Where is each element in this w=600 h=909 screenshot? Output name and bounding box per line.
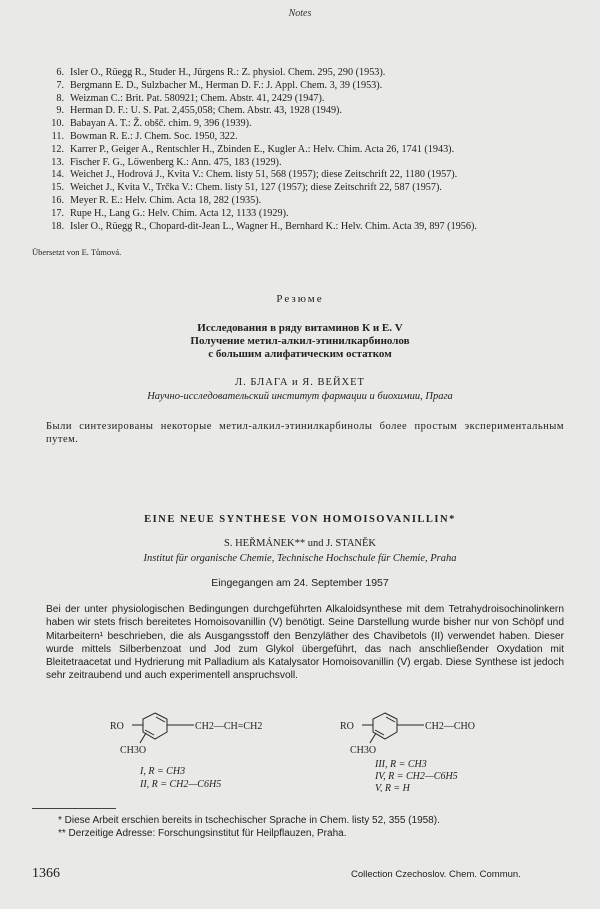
article-authors: S. HEŘMÁNEK** und J. STANĚK xyxy=(224,538,376,549)
reference-item xyxy=(46,131,566,144)
right-compound-label-1: III, R = CH3 xyxy=(375,759,427,770)
reference-item xyxy=(46,221,566,234)
reference-number: 14. xyxy=(51,169,64,181)
reference-text: Rupe H., Lang G.: Helv. Chim. Acta 12, 1133 (1929). xyxy=(70,207,289,219)
reference-text: Babayan A. T.: Ž. obšč. chim. 9, 396 (1939). xyxy=(70,118,252,130)
reference-text: Weichet J., Kvita V., Trčka V.: Chem. listy 51, 127 (1957); diese Zeitschrift 22, 587 (1957). xyxy=(70,182,442,194)
right-methoxy-label: CH3O xyxy=(350,745,377,756)
reference-number: 13. xyxy=(51,156,64,168)
reference-number: 8. xyxy=(56,92,64,104)
journal-name: Collection Czechoslov. Chem. Commun. xyxy=(351,869,521,880)
reference-item xyxy=(46,208,566,221)
benzene-ring xyxy=(373,713,397,739)
reference-item xyxy=(46,157,566,170)
reference-number: 11. xyxy=(51,130,64,142)
reference-item xyxy=(46,118,566,131)
right-compound-label-3: V, R = H xyxy=(375,783,410,792)
reference-item xyxy=(46,169,566,182)
footnote: * Diese Arbeit erschien bereits in tschechischer Sprache in Chem. listy 52, 355 (1958). xyxy=(58,815,440,826)
translator-note: Übersetzt von E. Tůmová. xyxy=(32,247,122,257)
russian-authors: Л. БЛАГА и Я. ВЕЙХЕТ xyxy=(235,377,365,388)
footnote: ** Derzeitige Adresse: Forschungsinstitut für Heilpflauzen, Praha. xyxy=(58,828,347,839)
reference-list xyxy=(46,67,566,233)
reference-item xyxy=(46,80,566,93)
reference-text: Herman D. F.: U. S. Pat. 2,455,058; Chem. Abstr. 43, 1928 (1949). xyxy=(70,105,342,117)
reference-item xyxy=(46,195,566,208)
right-compound-label-2: IV, R = CH2—C6H5 xyxy=(375,771,458,782)
russian-title-line: с большим алифатическим остатком xyxy=(208,348,392,360)
article-institute: Institut für organische Chemie, Technische Hochschule für Chemie, Praha xyxy=(143,553,457,564)
bond xyxy=(140,733,146,743)
left-side-chain: CH2—CH=CH2 xyxy=(195,721,263,732)
bond xyxy=(370,733,376,743)
reference-text: Bergmann E. D., Sulzbacher M., Herman D. F.: J. Appl. Chem. 3, 39 (1953). xyxy=(70,79,383,91)
reference-number: 16. xyxy=(51,194,64,206)
reference-text: Meyer R. E.: Helv. Chim. Acta 18, 282 (1935). xyxy=(70,194,262,206)
footnote-divider xyxy=(32,808,116,809)
reference-item xyxy=(46,105,566,118)
reference-text: Isler O., Rüegg R., Chopard-dit-Jean L., Wagner H., Bernhard K.: Helv. Chim. Acta 39, 897 (1956). xyxy=(70,220,477,232)
structure-left xyxy=(110,713,262,790)
reference-number: 9. xyxy=(56,105,64,117)
reference-text: Bowman R. E.: J. Chem. Soc. 1950, 322. xyxy=(70,130,238,142)
article-abstract: Bei der unter physiologischen Bedingungen durchgeführten Alkaloidsynthese mit dem Tetrahydroisochinolinkern haben wir stets frisch bereitetes Homoisovanillin (V) benötigt. Seine Darstellung wurde bisher nur von Schöpf und Mitarbeitern¹ beschrieben, die als Ausgangsstoff den Benzyläther des Chavibetols (II) verwendet haben. Dieser wurde mittels Silberbenzoat und Jod zum Glykol übergeführt, das nach anschließender Oxydation mit Bleitetraacetat und Hydrierung mit Palladium als Katalysator Homoisovanillin (V) ergab. Diese Synthese ist jedoch sehr zeitraubend und auch experimentell anspruchsvoll. xyxy=(46,604,564,682)
left-compound-label-1: I, R = CH3 xyxy=(140,766,186,777)
reference-number: 17. xyxy=(51,207,64,219)
russian-institute: Научно-исследовательский институт фармации и биохимии, Прага xyxy=(147,391,453,402)
reference-number: 7. xyxy=(56,79,64,91)
reference-number: 15. xyxy=(51,182,64,194)
russian-title-line: Получение метил-алкил-этинилкарбинолов xyxy=(190,335,410,347)
russian-summary-title xyxy=(0,322,600,361)
left-methoxy-label: CH3O xyxy=(120,745,147,756)
article-title: EINE NEUE SYNTHESE VON HOMOISOVANILLIN* xyxy=(144,514,456,525)
russian-summary-heading: Резюме xyxy=(276,293,324,305)
reference-number: 10. xyxy=(51,118,64,130)
reference-item xyxy=(46,93,566,106)
reference-item xyxy=(46,182,566,195)
reference-item xyxy=(46,67,566,80)
reference-text: Fischer F. G., Löwenberg K.: Ann. 475, 183 (1929). xyxy=(70,156,282,168)
right-side-chain: CH2—CHO xyxy=(425,721,476,732)
russian-summary-body: Были синтезированы некоторые метил-алкил-этинилкарбинолы более простым экспериментальным путем. xyxy=(46,421,564,445)
reference-text: Weizman C.: Brit. Pat. 580921; Chem. Abstr. 41, 2429 (1947). xyxy=(70,92,325,104)
structure-right xyxy=(340,713,475,792)
page-number: 1366 xyxy=(32,866,60,881)
russian-title-line: Исследования в ряду витаминов К и Е. V xyxy=(197,322,403,334)
left-compound-label-2: II, R = CH2—C6H5 xyxy=(140,779,222,790)
running-head: Notes xyxy=(288,8,312,19)
left-ro-label: RO xyxy=(110,721,124,732)
benzene-ring xyxy=(143,713,167,739)
reference-text: Karrer P., Geiger A., Rentschler H., Zbinden E., Kugler A.: Helv. Chim. Acta 26, 1741 (1943). xyxy=(70,143,455,155)
chemical-structures xyxy=(110,712,510,792)
reference-number: 6. xyxy=(56,67,64,78)
received-date: Eingegangen am 24. September 1957 xyxy=(211,577,389,589)
right-ro-label: RO xyxy=(340,721,354,732)
reference-number: 12. xyxy=(51,143,64,155)
reference-number: 18. xyxy=(51,220,64,232)
reference-text: Isler O., Rüegg R., Studer H., Jürgens R.: Z. physiol. Chem. 295, 290 (1953). xyxy=(70,67,386,78)
reference-item xyxy=(46,144,566,157)
reference-text: Weichet J., Hodrová J., Kvita V.: Chem. listy 51, 568 (1957); diese Zeitschrift 22, 1180 (1957). xyxy=(70,169,458,181)
